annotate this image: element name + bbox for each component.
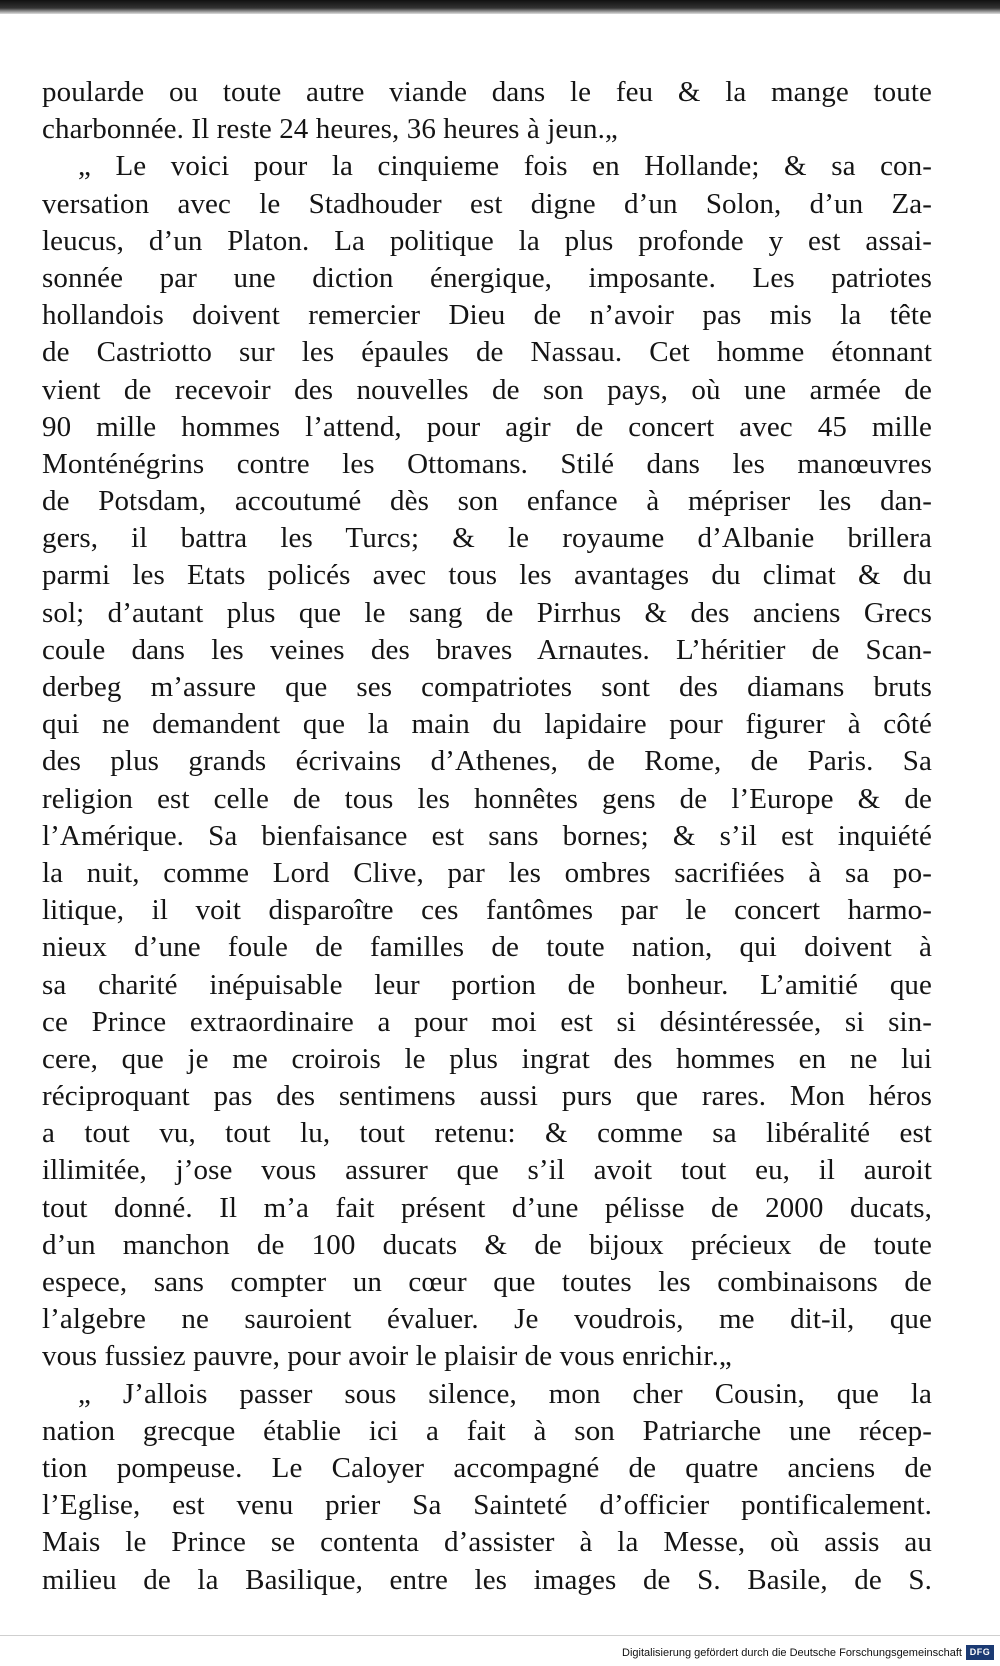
text-line: litique, il voit disparoître ces fantômes par le concert harmo- <box>42 894 932 927</box>
text-line: vous fussiez pauvre, pour avoir le plaisir de vous enrichir.„ <box>42 1340 732 1373</box>
text-line: a tout vu, tout lu, tout retenu: & comme sa libéralité est <box>42 1117 932 1150</box>
text-line: 90 mille hommes l’attend, pour agir de concert avec 45 mille <box>42 410 932 443</box>
digitization-footer <box>0 1635 1000 1666</box>
text-line: de Potsdam, accoutumé dès son enfance à mépriser les dan- <box>42 485 932 518</box>
text-line: l’Eglise, est venu prier Sa Sainteté d’officier pontificalement. <box>42 1489 932 1522</box>
text-line: sa charité inépuisable leur portion de bonheur. L’amitié que <box>42 968 932 1001</box>
text-line: ce Prince extraordinaire a pour moi est si désintéressée, si sin- <box>42 1005 932 1038</box>
text-line: espece, sans compter un cœur que toutes les combinaisons de <box>42 1266 932 1298</box>
text-line: „ Le voici pour la cinquieme fois en Hollande; & sa con- <box>78 150 932 183</box>
text-line: qui ne demandent que la main du lapidaire pour figurer à côté <box>42 708 932 741</box>
text-line: hollandois doivent remercier Dieu de n’avoir pas mis la tête <box>42 299 932 332</box>
text-line: cere, que je me croirois le plus ingrat des hommes en ne lui <box>42 1042 932 1075</box>
funding-notice: Digitalisierung gefördert durch die Deutsche Forschungsgemeinschaft <box>622 1647 962 1659</box>
text-line: parmi les Etats policés avec tous les avantages du climat & du <box>42 559 932 592</box>
text-line: illimitée, j’ose vous assurer que s’il avoit tout eu, il auroit <box>42 1154 932 1187</box>
body-text <box>42 74 932 1599</box>
text-line: nation grecque établie ici a fait à son Patriarche une récep- <box>42 1414 932 1447</box>
text-line: religion est celle de tous les honnêtes gens de l’Europe & de <box>42 782 932 815</box>
text-line: leucus, d’un Platon. La politique la plus profonde y est assai- <box>42 224 932 257</box>
text-line: Mais le Prince se contenta d’assister à la Messe, où assis au <box>42 1526 932 1559</box>
text-line: „ J’allois passer sous silence, mon cher Cousin, que la <box>78 1377 932 1410</box>
text-line: d’un manchon de 100 ducats & de bijoux précieux de toute <box>42 1228 932 1261</box>
text-line: la nuit, comme Lord Clive, par les ombres sacrifiées à sa po- <box>42 856 932 889</box>
text-line: gers, il battra les Turcs; & le royaume d’Albanie brillera <box>42 522 932 555</box>
text-line: réciproquant pas des sentimens aussi purs que rares. Mon héros <box>42 1080 932 1113</box>
text-line: sol; d’autant plus que le sang de Pirrhus & des anciens Grecs <box>42 596 932 629</box>
text-line: tout donné. Il m’a fait présent d’une pélisse de 2000 ducats, <box>42 1191 932 1224</box>
text-line: l’Amérique. Sa bienfaisance est sans bornes; & s’il est inquiété <box>42 819 932 852</box>
text-line: poularde ou toute autre viande dans le feu & la mange toute <box>42 76 932 108</box>
text-line: l’algebre ne sauroient évaluer. Je voudrois, me dit-il, que <box>42 1303 932 1336</box>
text-line: de Castriotto sur les épaules de Nassau. Cet homme étonnant <box>42 336 932 369</box>
text-line: derbeg m’assure que ses compatriotes sont des diamans bruts <box>42 671 932 703</box>
text-line: Monténégrins contre les Ottomans. Stilé dans les manœuvres <box>42 447 932 480</box>
text-line: vient de recevoir des nouvelles de son pays, où une armée de <box>42 373 932 406</box>
dfg-logo-icon: DFG <box>966 1645 994 1660</box>
scanned-page <box>0 14 1000 1635</box>
text-line: sonnée par une diction énergique, imposante. Les patriotes <box>42 261 932 294</box>
text-line: tion pompeuse. Le Caloyer accompagné de quatre anciens de <box>42 1451 932 1484</box>
text-line: charbonnée. Il reste 24 heures, 36 heures à jeun.„ <box>42 113 618 146</box>
text-line: versation avec le Stadhouder est digne d’un Solon, d’un Za- <box>42 187 932 220</box>
page-top-border <box>0 0 1000 14</box>
text-line: nieux d’une foule de familles de toute nation, qui doivent à <box>42 931 932 964</box>
text-line: coule dans les veines des braves Arnautes. L’héritier de Scan- <box>42 633 932 666</box>
text-line: milieu de la Basilique, entre les images de S. Basile, de S. <box>42 1563 932 1596</box>
text-line: des plus grands écrivains d’Athenes, de Rome, de Paris. Sa <box>42 745 932 778</box>
